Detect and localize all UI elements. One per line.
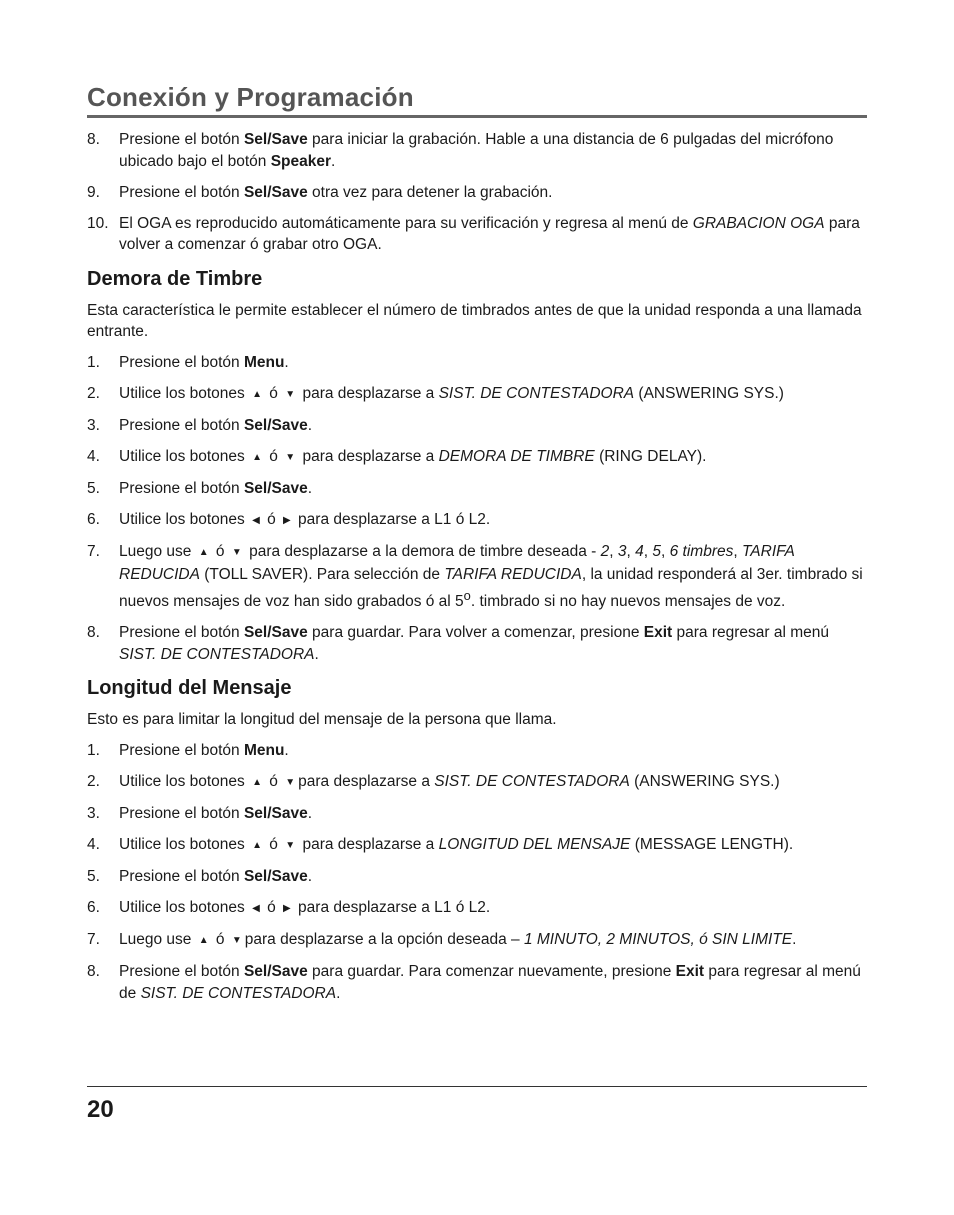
menu-option-text: SIST. DE CONTESTADORA	[119, 645, 315, 663]
recording-steps-list	[87, 129, 867, 256]
step-text	[119, 931, 796, 948]
arrow-down-icon: ▼	[285, 840, 296, 852]
text-run: Presione el botón	[119, 868, 244, 886]
button-label-text: Menu	[243, 354, 285, 371]
page-number: 20	[87, 1096, 114, 1123]
list-item	[87, 478, 867, 500]
text-run: para desplazarse a	[298, 773, 435, 791]
text-run: .	[307, 480, 313, 497]
step-text	[119, 184, 552, 201]
list-item	[87, 622, 867, 665]
arrow-up-icon: ▲	[198, 935, 209, 947]
step-number: 1.	[87, 742, 100, 760]
text-run: Presione el botón	[119, 131, 244, 148]
arrow-down-icon: ▼	[285, 777, 296, 789]
text-run: Presione el botón	[119, 183, 244, 201]
page-content	[87, 129, 867, 1014]
menu-option-text: 2	[600, 543, 610, 560]
text-run: El OGA es reproducido automáticamente para su verificación y regresa al menú de	[119, 214, 693, 232]
step-text	[119, 543, 863, 610]
button-label-text: Exit	[675, 963, 705, 981]
step-text	[119, 131, 833, 170]
arrow-down-icon: ▼	[285, 452, 296, 463]
step-text	[119, 963, 861, 1002]
text-run: ó	[265, 773, 283, 791]
menu-option-text: 4	[635, 543, 644, 560]
message-length-heading: Longitud del Mensaje	[87, 677, 292, 700]
text-run: .	[792, 931, 797, 949]
text-run: para volver a comenzar ó grabar otro OGA.	[119, 214, 860, 253]
step-text	[119, 417, 312, 434]
text-run: (RING DELAY).	[594, 448, 707, 465]
message-length-steps-list	[87, 740, 867, 1004]
step-text	[119, 773, 780, 790]
text-run: para desplazarse a	[298, 836, 439, 854]
button-label-text: Sel/Save	[243, 131, 308, 148]
text-run: Utilice los botones	[119, 385, 250, 402]
text-run: para desplazarse a	[298, 385, 439, 402]
text-run: ,	[660, 543, 670, 560]
text-run: para desplazarse a la opción deseada –	[244, 931, 524, 949]
text-run: ó	[265, 836, 283, 854]
text-run: (ANSWERING SYS.)	[629, 773, 780, 791]
text-run: para guardar. Para comenzar nuevamente, presione	[307, 963, 676, 981]
ring-delay-intro: Esta característica le permite establecer el número de timbrados antes de que la unidad responda a una llamada entrante.	[87, 301, 862, 340]
text-run: Luego use	[119, 543, 196, 560]
button-label-text: Menu	[243, 742, 285, 760]
text-run: para desplazarse a L1 ó L2.	[293, 511, 491, 528]
arrow-down-icon: ▼	[231, 547, 242, 558]
text-run: Presione el botón	[119, 354, 244, 371]
text-run: Presione el botón	[119, 805, 244, 823]
text-run: o	[463, 588, 471, 603]
list-item	[87, 897, 867, 920]
menu-option-text: 1 MINUTO, 2 MINUTOS, ó SIN LIMITE	[523, 931, 793, 949]
step-text	[119, 215, 860, 254]
button-label-text: Sel/Save	[243, 868, 308, 886]
step-text	[119, 836, 793, 853]
arrow-down-icon: ▼	[285, 389, 296, 400]
arrow-up-icon: ▲	[252, 452, 262, 463]
message-length-intro: Esto es para limitar la longitud del mensaje de la persona que llama.	[87, 711, 557, 729]
step-number: 7.	[87, 543, 100, 560]
menu-option-text: TARIFA REDUCIDA	[444, 565, 582, 583]
step-text	[119, 354, 289, 371]
list-item	[87, 129, 867, 172]
text-run: .	[331, 152, 336, 170]
button-label-text: Sel/Save	[243, 624, 308, 642]
step-number: 2.	[87, 773, 100, 791]
list-item	[87, 961, 867, 1004]
step-text	[119, 899, 490, 916]
text-run: Utilice los botones	[119, 773, 250, 791]
text-run: Utilice los botones	[119, 899, 250, 917]
text-run: .	[284, 742, 289, 760]
step-number: 9.	[87, 183, 100, 201]
text-run: ,	[626, 543, 636, 560]
button-label-text: Exit	[643, 624, 673, 642]
list-item	[87, 771, 867, 794]
step-number: 6.	[87, 511, 100, 528]
menu-option-text: 3	[617, 543, 627, 560]
arrow-up-icon: ▲	[252, 840, 262, 852]
text-run: .	[314, 645, 319, 663]
menu-option-text: LONGITUD DEL MENSAJE	[438, 836, 631, 854]
text-run: (MESSAGE LENGTH).	[630, 836, 794, 854]
text-run: Presione el botón	[119, 963, 244, 981]
title-divider	[87, 115, 867, 118]
list-item	[87, 446, 867, 469]
footer-divider	[87, 1086, 867, 1087]
text-run: (ANSWERING SYS.)	[634, 385, 784, 402]
arrow-down-icon: ▼	[231, 935, 242, 947]
text-run: .	[307, 805, 313, 823]
step-text	[119, 868, 312, 885]
text-run: ó	[211, 931, 229, 949]
text-run: ,	[643, 543, 653, 560]
menu-option-text: GRABACION OGA	[692, 214, 825, 232]
text-run: ó	[265, 385, 283, 402]
step-number: 10.	[87, 214, 109, 232]
step-text	[119, 624, 829, 663]
step-number: 6.	[87, 899, 100, 917]
step-text	[119, 742, 289, 759]
step-text	[119, 480, 312, 497]
list-item	[87, 834, 867, 857]
text-run: para desplazarse a L1 ó L2.	[293, 899, 491, 917]
list-item	[87, 415, 867, 437]
text-run: para regresar al menú de	[119, 963, 861, 1002]
text-run: .	[307, 868, 313, 886]
text-run: ,	[733, 543, 742, 560]
text-run: .	[284, 354, 289, 371]
step-number: 1.	[87, 354, 100, 371]
button-label-text: Sel/Save	[243, 805, 308, 823]
step-number: 8.	[87, 963, 100, 981]
list-item	[87, 866, 867, 888]
text-run: para desplazarse a la demora de timbre deseada -	[244, 543, 601, 560]
step-number: 3.	[87, 805, 100, 823]
text-run: ó	[262, 511, 281, 528]
step-number: 8.	[87, 624, 100, 642]
text-run: Presione el botón	[119, 480, 244, 497]
text-run: para desplazarse a	[298, 448, 439, 465]
text-run: Presione el botón	[119, 742, 244, 760]
list-item	[87, 383, 867, 406]
menu-option-text: TARIFA REDUCIDA	[119, 543, 795, 583]
text-run: .	[336, 984, 341, 1002]
text-run: Utilice los botones	[119, 448, 250, 465]
arrow-left-icon: ◀	[252, 515, 260, 526]
step-number: 8.	[87, 131, 100, 148]
text-run: .	[307, 417, 313, 434]
list-item	[87, 803, 867, 825]
menu-option-text: SIST. DE CONTESTADORA	[140, 984, 337, 1002]
list-item	[87, 352, 867, 374]
text-run: para iniciar la grabación. Hable a una distancia de 6 pulgadas del micrófono ubicado bajo el botón	[119, 131, 834, 170]
step-number: 5.	[87, 480, 100, 497]
arrow-up-icon: ▲	[198, 547, 209, 558]
step-number: 4.	[87, 448, 100, 465]
list-item	[87, 182, 867, 204]
text-run: ó	[262, 899, 281, 917]
list-item	[87, 541, 867, 613]
menu-option-text: 5	[652, 543, 661, 560]
button-label-text: Sel/Save	[243, 417, 308, 434]
text-run: ó	[211, 543, 229, 560]
text-run: otra vez para detener la grabación.	[307, 183, 553, 201]
step-text	[119, 511, 490, 528]
button-label-text: Sel/Save	[243, 183, 308, 201]
ring-delay-heading: Demora de Timbre	[87, 267, 263, 290]
step-number: 4.	[87, 836, 100, 854]
button-label-text: Sel/Save	[243, 480, 308, 497]
text-run: Presione el botón	[119, 624, 244, 642]
text-run: , la unidad responderá al 3er. timbrado si nuevos mensajes de voz han sido grabados ó al 5	[119, 565, 863, 611]
list-item	[87, 213, 867, 256]
text-run: Utilice los botones	[119, 511, 250, 528]
list-item	[87, 740, 867, 762]
list-item	[87, 509, 867, 532]
text-run: ó	[265, 448, 283, 465]
ring-delay-steps-list	[87, 352, 867, 665]
step-number: 5.	[87, 868, 100, 886]
text-run: para regresar al menú	[672, 624, 830, 642]
menu-option-text: SIST. DE CONTESTADORA	[434, 773, 630, 791]
step-text	[119, 805, 312, 822]
arrow-right-icon: ▶	[283, 515, 291, 526]
button-label-text: Speaker	[270, 152, 332, 170]
arrow-left-icon: ◀	[252, 903, 260, 915]
text-run: Utilice los botones	[119, 836, 250, 854]
arrow-right-icon: ▶	[283, 903, 291, 915]
list-item	[87, 929, 867, 952]
text-run: (TOLL SAVER). Para selección de	[199, 565, 445, 583]
step-text	[119, 448, 706, 465]
text-run: . timbrado si no hay nuevos mensajes de voz.	[470, 593, 786, 611]
text-run: ,	[609, 543, 618, 560]
page-title: Conexión y Programación	[87, 82, 414, 112]
arrow-up-icon: ▲	[252, 777, 262, 789]
text-run: Presione el botón	[119, 417, 244, 434]
arrow-up-icon: ▲	[252, 389, 262, 400]
step-number: 2.	[87, 385, 100, 402]
step-number: 7.	[87, 931, 100, 949]
step-number: 3.	[87, 417, 100, 434]
button-label-text: Sel/Save	[243, 963, 308, 981]
step-text	[119, 385, 784, 402]
menu-option-text: SIST. DE CONTESTADORA	[438, 385, 635, 402]
text-run: para guardar. Para volver a comenzar, presione	[307, 624, 644, 642]
menu-option-text: DEMORA DE TIMBRE	[438, 448, 595, 465]
menu-option-text: 6 timbres	[669, 543, 734, 560]
text-run: Luego use	[119, 931, 196, 949]
